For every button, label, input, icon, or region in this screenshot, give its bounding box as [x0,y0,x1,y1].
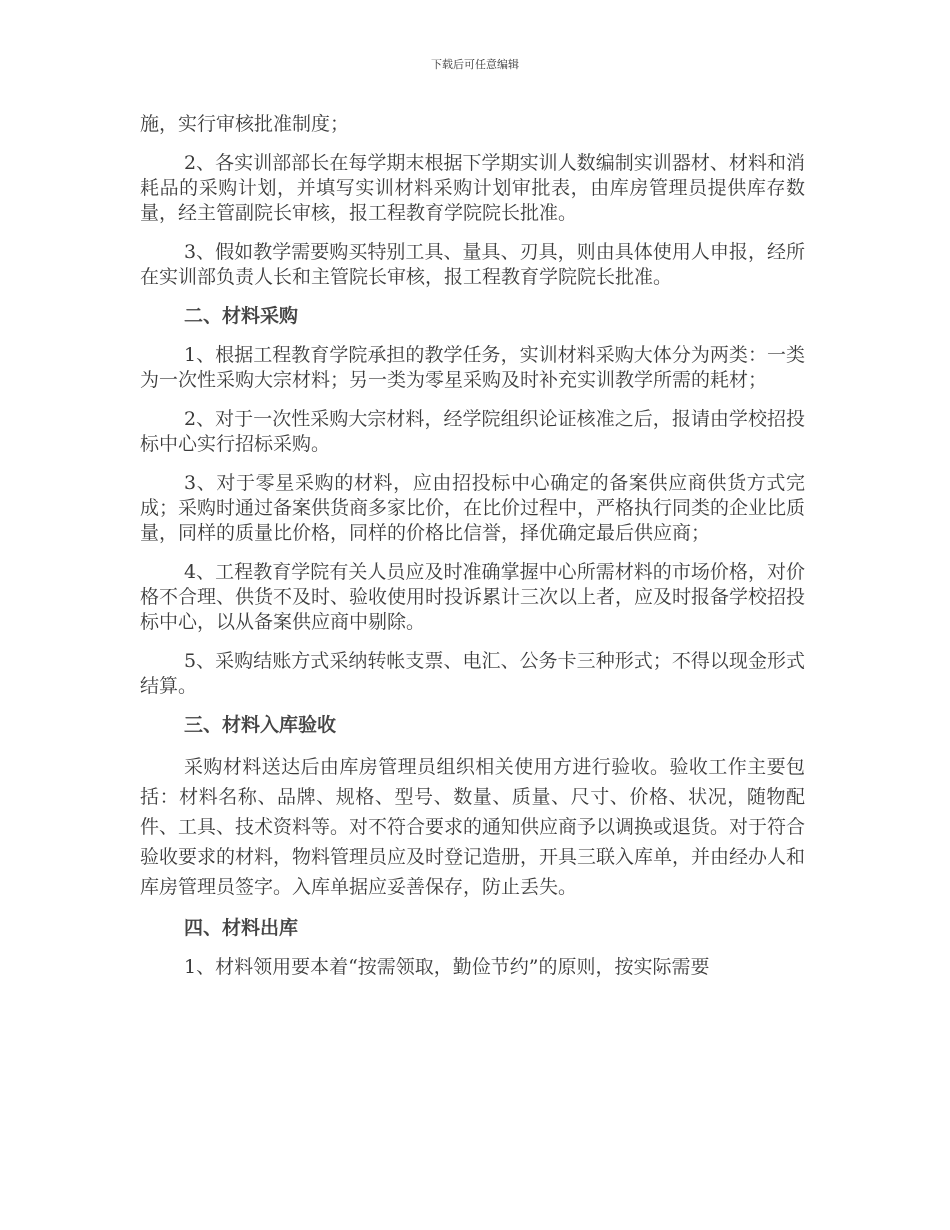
section-heading-purchase: 二、材料采购 [184,305,299,327]
paragraph-purchase-1: 1、根据工程教育学院承担的教学任务，实训材料采购大体分为两类：一类为一次性采购大宗材料；另一类为零星采购及时补充实训教学所需的耗材； [140,344,805,391]
section-heading-outbound: 四、材料出库 [184,917,299,939]
paragraph-acceptance: 采购材料送达后由库房管理员组织相关使用方进行验收。验收工作主要包括：材料名称、品牌、规格、型号、数量、质量、尺寸、价格、状况，随物配件、工具、技术资料等。对不符合要求的通知供应商予以调换或退货。对于符合验收要求的材料，物料管理员应及时登记造册，开具三联入库单，并由经办人和库房管理员签字。入库单据应妥善保存，防止丢失。 [140,756,806,898]
paragraph-purchase-5: 5、采购结账方式采纳转帐支票、电汇、公务卡三种形式；不得以现金形式结算。 [140,650,805,697]
paragraph-purchase-3: 3、对于零星采购的材料，应由招投标中心确定的备案供应商供货方式完成；采购时通过备案供货商多家比价，在比价过程中，严格执行同类的企业比质量，同样的质量比价格，同样的价格比信誉，择优确定最后供应商； [140,472,806,544]
paragraph-plan-3: 3、假如教学需要购买特别工具、量具、刃具，则由具体使用人申报，经所在实训部负责人长和主管院长审核，报工程教育学院院长批准。 [140,241,805,288]
paragraph-plan-2: 2、各实训部部长在每学期末根据下学期实训人数编制实训器材、材料和消耗品的采购计划，并填写实训材料采购计划审批表，由库房管理员提供库存数量，经主管副院长审核，报工程教育学院院长批准。 [140,152,805,224]
section-heading-acceptance: 三、材料入库验收 [184,714,337,736]
paragraph-intro-tail: 施，实行审核批准制度； [140,113,350,135]
paragraph-outbound-1: 1、材料领用要本着“按需领取，勤俭节约”的原则，按实际需要 [184,956,710,978]
paragraph-purchase-4: 4、工程教育学院有关人员应及时准确掌握中心所需材料的市场价格，对价格不合理、供货不及时、验收使用时投诉累计三次以上者，应及时报备学校招投标中心，以从备案供应商中剔除。 [140,561,806,633]
page-header: 下载后可任意编辑 [431,58,519,71]
document-body [140,112,805,994]
paragraph-purchase-2: 2、对于一次性采购大宗材料，经学院组织论证核准之后，报请由学校招投标中心实行招标采购。 [140,408,805,455]
